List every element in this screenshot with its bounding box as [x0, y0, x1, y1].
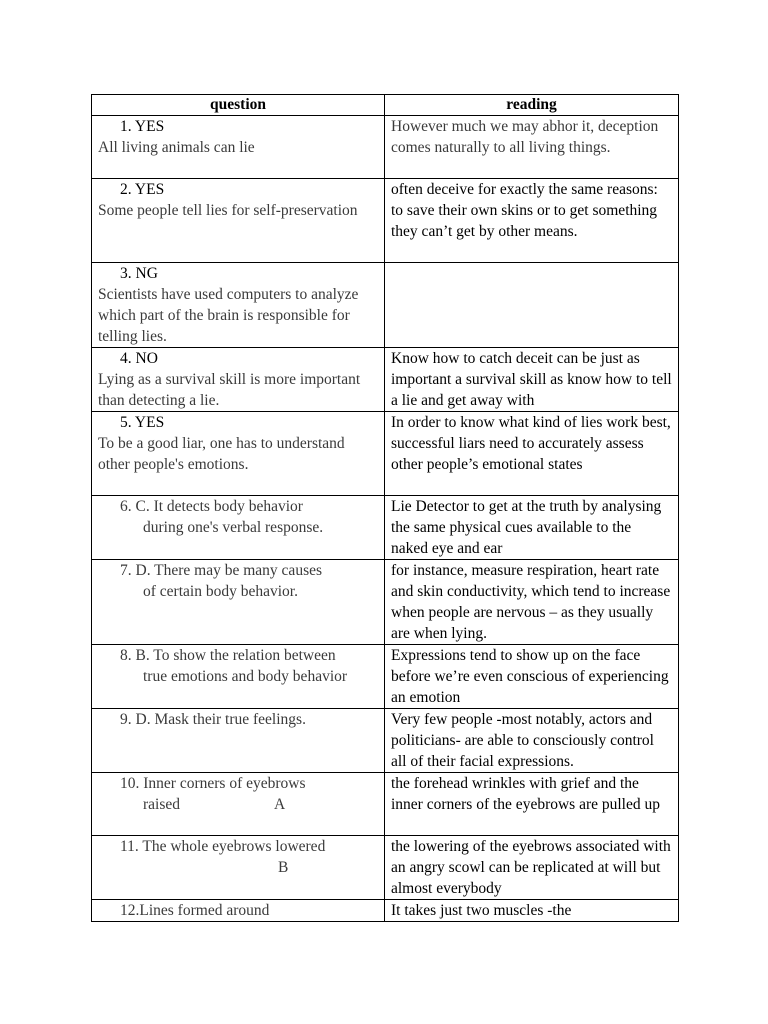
- reading-cell: Know how to catch deceit can be just as important a survival skill as know how to tell a lie and get away with: [385, 348, 679, 412]
- question-line: 11. The whole eyebrows lowered: [120, 838, 326, 855]
- answer-table: [91, 94, 679, 922]
- reading-cell: the forehead wrinkles with grief and the inner corners of the eyebrows are pulled up: [385, 773, 679, 836]
- question-cell: [92, 496, 385, 560]
- reading-cell: Very few people -most notably, actors and politicians- are able to consciously control all of their facial expressions.: [385, 709, 679, 773]
- question-number: 2. YES: [120, 181, 165, 198]
- question-cell: [92, 263, 385, 348]
- table-row: [92, 412, 679, 496]
- header-question: question: [92, 95, 385, 116]
- table-row: [92, 496, 679, 560]
- question-cell: [92, 116, 385, 179]
- table-row: [92, 263, 679, 348]
- table-row: [92, 836, 679, 900]
- table-row: [92, 773, 679, 836]
- question-number: 5. YES: [120, 414, 165, 431]
- question-cell: [92, 560, 385, 645]
- question-cell: [92, 348, 385, 412]
- question-text: Some people tell lies for self-preservation: [98, 202, 358, 219]
- reading-cell: Lie Detector to get at the truth by analysing the same physical cues available to the naked eye and ear: [385, 496, 679, 560]
- question-number: 1. YES: [120, 118, 165, 135]
- question-line: 6. C. It detects body behavior: [120, 498, 303, 515]
- table-row: [92, 560, 679, 645]
- question-cell: [92, 709, 385, 773]
- question-line: 12.Lines formed around: [120, 902, 270, 919]
- question-line-cont: of certain body behavior.: [143, 583, 298, 600]
- question-text: To be a good liar, one has to understand other people's emotions.: [98, 435, 345, 473]
- match-letter: B: [278, 859, 289, 876]
- question-line-cont: true emotions and body behavior: [143, 668, 348, 685]
- question-cell: [92, 900, 385, 922]
- question-number: 3. NG: [120, 265, 158, 282]
- question-cell: [92, 412, 385, 496]
- question-cell: [92, 179, 385, 263]
- question-text: Lying as a survival skill is more important than detecting a lie.: [98, 371, 361, 409]
- header-reading: reading: [385, 95, 679, 116]
- table-row: [92, 179, 679, 263]
- reading-cell: It takes just two muscles -the: [385, 900, 679, 922]
- question-text: All living animals can lie: [98, 139, 255, 156]
- question-line: 10. Inner corners of eyebrows: [120, 775, 306, 792]
- reading-cell: the lowering of the eyebrows associated with an angry scowl can be replicated at will but almost everybody: [385, 836, 679, 900]
- question-text: Scientists have used computers to analyze which part of the brain is responsible for telling lies.: [98, 286, 359, 345]
- table-row: [92, 709, 679, 773]
- reading-cell: for instance, measure respiration, heart rate and skin conductivity, which tend to increase when people are nervous – as they usually are when lying.: [385, 560, 679, 645]
- table-row: [92, 116, 679, 179]
- question-cell: [92, 773, 385, 836]
- reading-cell: Expressions tend to show up on the face before we’re even conscious of experiencing an emotion: [385, 645, 679, 709]
- reading-cell: In order to know what kind of lies work best, successful liars need to accurately assess other people’s emotional states: [385, 412, 679, 496]
- reading-cell: often deceive for exactly the same reasons: to save their own skins or to get something they can’t get by other means.: [385, 179, 679, 263]
- question-number: 4. NO: [120, 350, 158, 367]
- reading-cell: However much we may abhor it, deception comes naturally to all living things.: [385, 116, 679, 179]
- table-row: [92, 900, 679, 922]
- question-cell: [92, 836, 385, 900]
- question-line: 9. D. Mask their true feelings.: [120, 711, 306, 728]
- question-line: 8. B. To show the relation between: [120, 647, 336, 664]
- question-line-text: raised: [143, 796, 181, 813]
- question-line-cont: during one's verbal response.: [143, 519, 324, 536]
- table-row: [92, 645, 679, 709]
- reading-cell: [385, 263, 679, 348]
- question-line: 7. D. There may be many causes: [120, 562, 323, 579]
- question-line-cont: [98, 794, 378, 815]
- header-row: [92, 95, 679, 116]
- match-letter: A: [274, 796, 286, 813]
- table-row: [92, 348, 679, 412]
- question-cell: [92, 645, 385, 709]
